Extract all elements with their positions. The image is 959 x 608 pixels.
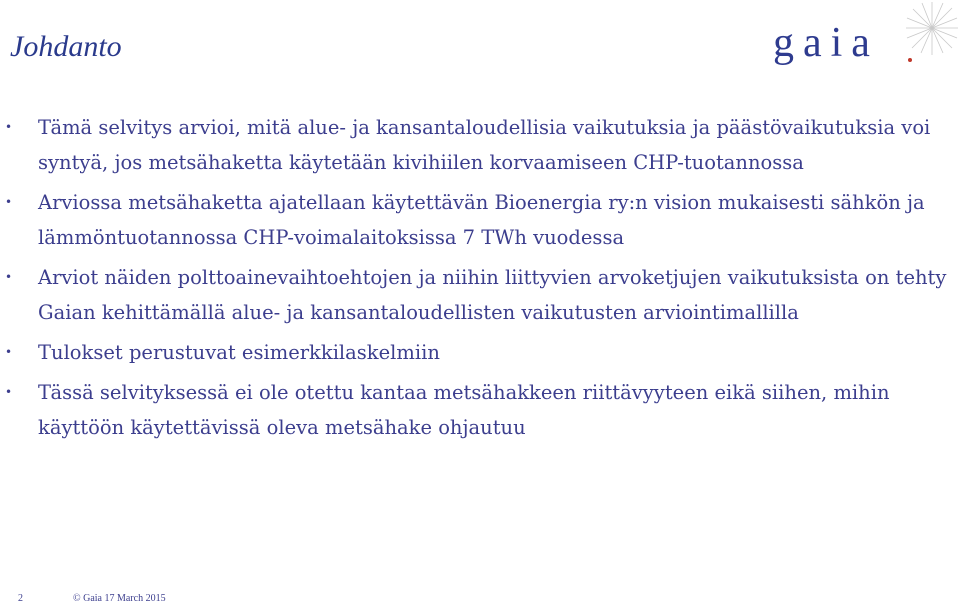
bullet-text: Tämä selvitys arvioi, mitä alue- ja kansantaloudellisia vaikutuksia ja päästövaikutuksia voi syntyä, jos metsähaketta käytetään kivihiilen korvaamiseen CHP-tuotannossa <box>38 116 931 174</box>
bullet-marker: • <box>5 345 13 359</box>
gaia-logo: gaia <box>773 20 879 66</box>
logo-dot <box>908 58 912 62</box>
bullet-item <box>0 335 959 370</box>
bullet-item <box>0 110 959 180</box>
starburst-decoration <box>902 0 959 58</box>
bullet-marker: • <box>5 385 13 399</box>
bullet-marker: • <box>5 270 13 284</box>
slide-title: Johdanto <box>10 30 122 63</box>
bullet-text: Arviot näiden polttoainevaihtoehtojen ja niihin liittyvien arvoketjujen vaikutuksista on tehty Gaian kehittämällä alue- ja kansantaloudellisten vaikutusten arviointimallilla <box>38 266 947 324</box>
bullet-text: Tulokset perustuvat esimerkkilaskelmiin <box>38 341 440 364</box>
bullet-text: Arviossa metsähaketta ajatellaan käytettävän Bioenergia ry:n vision mukaisesti sähkön ja lämmöntuotannossa CHP-voimalaitoksissa 7 TWh vuodessa <box>38 191 925 249</box>
bullet-item <box>0 185 959 255</box>
bullet-text: Tässä selvityksessä ei ole otettu kantaa metsähakkeen riittävyyteen eikä siihen, mihin käyttöön käytettävissä oleva metsähake ohjautuu <box>38 381 890 439</box>
bullet-marker: • <box>5 120 13 134</box>
bullet-item <box>0 260 959 330</box>
bullet-marker: • <box>5 195 13 209</box>
bullet-list <box>0 110 959 450</box>
copyright-text: © Gaia 17 March 2015 <box>73 593 166 604</box>
bullet-item <box>0 375 959 445</box>
page-number: 2 <box>18 593 23 604</box>
